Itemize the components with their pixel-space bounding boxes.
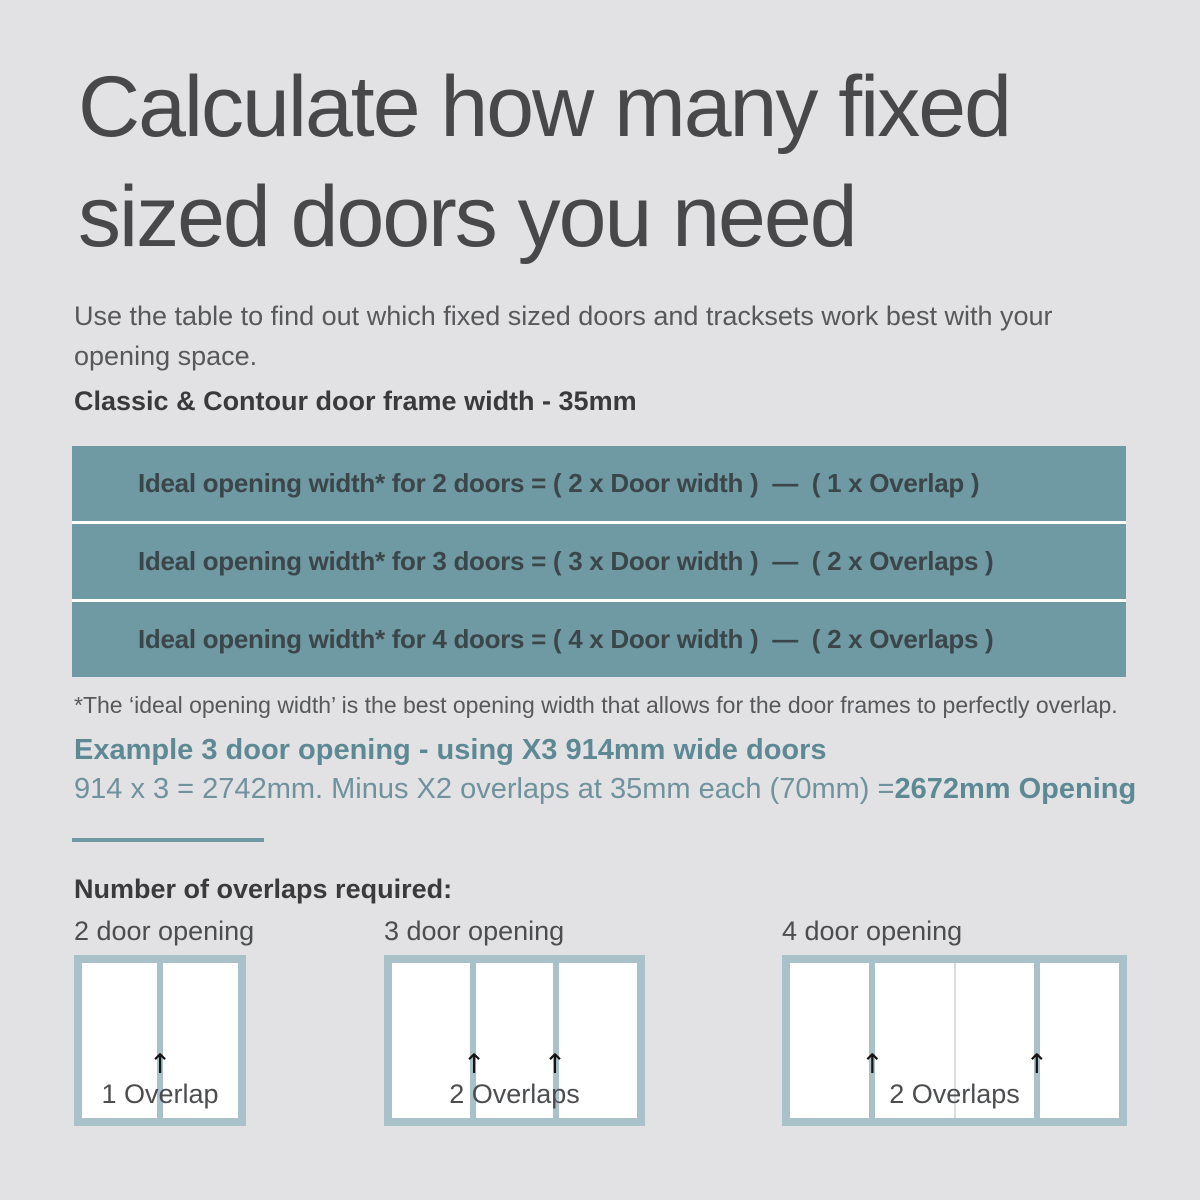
intro-line-1: Use the table to find out which fixed sized doors and tracksets work best with your — [74, 301, 1053, 331]
formula-table — [72, 446, 1126, 677]
example-calculation — [74, 773, 1136, 806]
page-title — [78, 52, 1010, 272]
frame-width-note: Classic & Contour door frame width - 35mm — [74, 386, 637, 416]
intro-text — [74, 296, 1053, 376]
formula-row-4-doors — [72, 602, 1126, 677]
overlap-count-label: 2 Overlaps — [449, 1079, 580, 1109]
overlap-count-label: 1 Overlap — [101, 1079, 219, 1109]
formula-row-4-doors-text: Ideal opening width* for 4 doors = ( 4 x Door width ) — ( 2 x Overlaps ) — [138, 624, 994, 654]
diagram-label-2-door: 2 door opening — [74, 916, 255, 946]
diagram-4-door-opening — [782, 955, 1127, 1126]
overlaps-section-heading: Number of overlaps required: — [74, 874, 453, 904]
up-arrow-icon: ↑ — [1025, 1049, 1049, 1080]
diagram-label-4-door: 4 door opening — [782, 916, 963, 946]
up-arrow-icon: ↑ — [860, 1049, 884, 1080]
page-title-line-2: sized doors you need — [78, 169, 856, 265]
up-arrow-icon: ↑ — [543, 1049, 567, 1080]
formula-row-3-doors — [72, 524, 1126, 599]
formula-row-2-doors — [72, 446, 1126, 521]
formula-row-3-doors-text: Ideal opening width* for 3 doors = ( 3 x Door width ) — ( 2 x Overlaps ) — [138, 546, 994, 576]
diagram-2-door-opening — [74, 955, 246, 1126]
intro-line-2: opening space. — [74, 341, 258, 371]
formula-row-2-doors-text: Ideal opening width* for 2 doors = ( 2 x Door width ) — ( 1 x Overlap ) — [138, 468, 980, 498]
up-arrow-icon: ↑ — [462, 1049, 486, 1080]
up-arrow-icon: ↑ — [148, 1049, 172, 1080]
section-divider-line — [72, 838, 264, 842]
diagram-label-3-door: 3 door opening — [384, 916, 565, 946]
overlap-count-label: 2 Overlaps — [889, 1079, 1020, 1109]
example-heading: Example 3 door opening - using X3 914mm wide doors — [74, 734, 827, 766]
page-title-line-1: Calculate how many fixed — [78, 59, 1010, 155]
ideal-width-footnote: *The ‘ideal opening width’ is the best opening width that allows for the door frames to perfectly overlap. — [74, 692, 1118, 718]
example-calc-regular: 914 x 3 = 2742mm. Minus X2 overlaps at 35mm each (70mm) = — [74, 773, 895, 805]
example-calc-result: 2672mm Opening — [894, 773, 1137, 805]
diagram-3-door-opening — [384, 955, 645, 1126]
